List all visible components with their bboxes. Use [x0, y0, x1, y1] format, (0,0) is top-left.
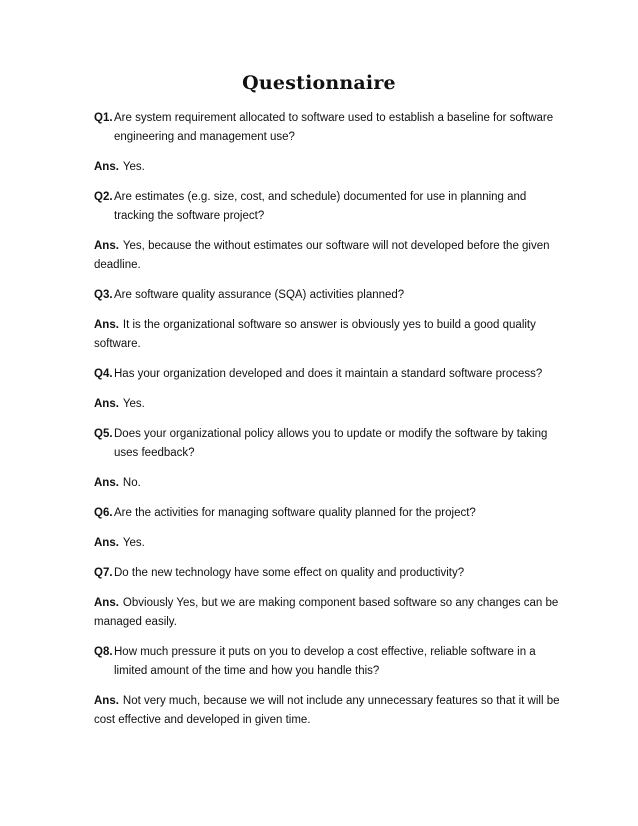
question-1 — [94, 109, 564, 147]
question-text: How much pressure it puts on you to develop a cost effective, reliable software in a limited amount of the time and how you handle this? — [114, 646, 536, 677]
question-number: Q7. — [94, 567, 113, 579]
answer-label: Ans. — [94, 240, 119, 252]
answer-label: Ans. — [94, 398, 119, 410]
question-text: Does your organizational policy allows you to update or modify the software by taking uses feedback? — [114, 428, 548, 459]
question-text: Are software quality assurance (SQA) activities planned? — [114, 289, 405, 301]
answer-4 — [94, 395, 564, 414]
question-number: Q4. — [94, 368, 113, 380]
answer-text: Obviously Yes, but we are making component based software so any changes can be managed easily. — [94, 597, 559, 628]
question-number: Q6. — [94, 507, 113, 519]
question-8 — [94, 643, 564, 681]
question-3 — [94, 286, 564, 305]
question-number: Q3. — [94, 289, 113, 301]
question-number: Q5. — [94, 428, 113, 440]
answer-label: Ans. — [94, 477, 119, 489]
answer-2 — [94, 237, 564, 275]
question-2 — [94, 188, 564, 226]
answer-1 — [94, 158, 564, 177]
question-text: Do the new technology have some effect on quality and productivity? — [114, 567, 465, 579]
question-text: Has your organization developed and does it maintain a standard software process? — [114, 368, 543, 380]
answer-text: No. — [122, 477, 141, 489]
answer-label: Ans. — [94, 597, 119, 609]
question-number: Q2. — [94, 191, 113, 203]
question-number: Q8. — [94, 646, 113, 658]
answer-text: Not very much, because we will not include any unnecessary features so that it will be cost effective and developed in given time. — [94, 695, 560, 726]
question-6 — [94, 504, 564, 523]
answer-6 — [94, 534, 564, 553]
answer-3 — [94, 316, 564, 354]
question-text: Are the activities for managing software quality planned for the project? — [114, 507, 476, 519]
answer-text: It is the organizational software so answer is obviously yes to build a good quality software. — [94, 319, 536, 350]
answer-7 — [94, 594, 564, 632]
questionnaire-body — [94, 109, 564, 741]
question-number: Q1. — [94, 112, 113, 124]
question-7 — [94, 564, 564, 583]
question-text: Are estimates (e.g. size, cost, and schedule) documented for use in planning and tracking the software project? — [114, 191, 527, 222]
answer-text: Yes. — [122, 161, 145, 173]
page-title: Questionnaire — [242, 72, 396, 94]
question-5 — [94, 425, 564, 463]
answer-text: Yes. — [122, 398, 145, 410]
answer-label: Ans. — [94, 319, 119, 331]
question-4 — [94, 365, 564, 384]
answer-label: Ans. — [94, 695, 119, 707]
answer-text: Yes. — [122, 537, 145, 549]
answer-8 — [94, 692, 564, 730]
question-text: Are system requirement allocated to software used to establish a baseline for software engineering and management use? — [114, 112, 554, 143]
answer-5 — [94, 474, 564, 493]
answer-text: Yes, because the without estimates our software will not developed before the given deadline. — [94, 240, 550, 271]
answer-label: Ans. — [94, 537, 119, 549]
answer-label: Ans. — [94, 161, 119, 173]
